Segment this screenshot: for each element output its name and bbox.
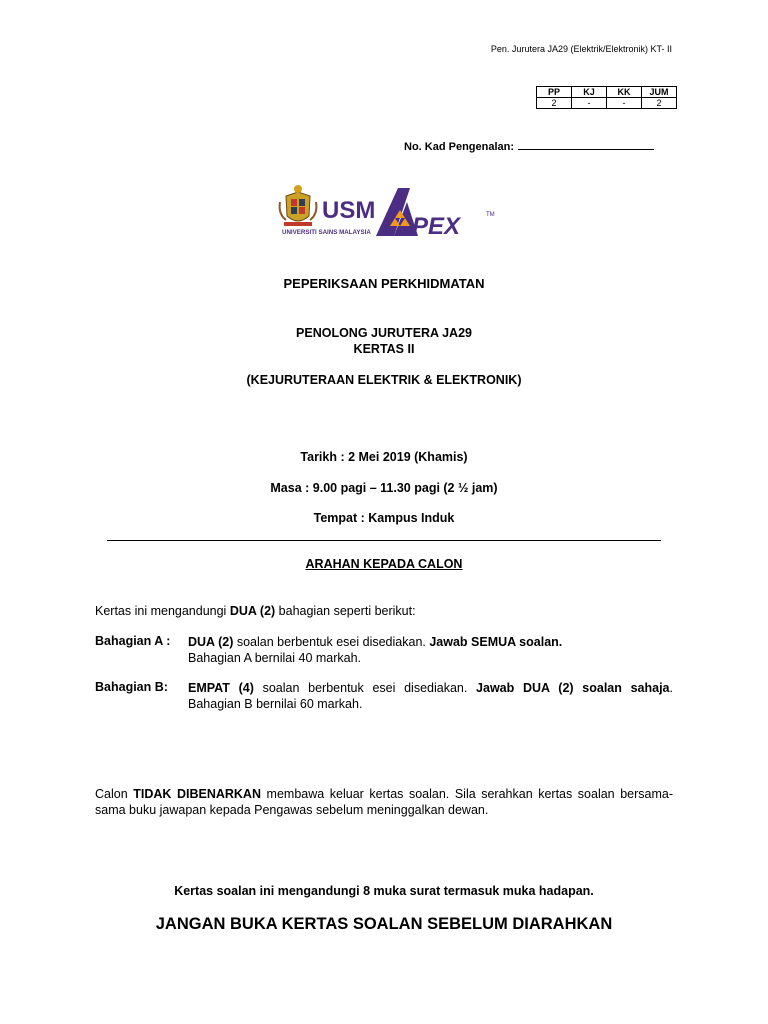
score-value-pp: 2 <box>537 98 572 109</box>
post-title: PENOLONG JURUTERA JA29 <box>296 326 472 340</box>
notice-paragraph: Calon TIDAK DIBENARKAN membawa keluar kertas soalan. Sila serahkan kertas soalan bersama-sama buku jawapan kepada Pengawas sebelum meninggalkan dewan. <box>95 787 673 817</box>
header-code: Pen. Jurutera JA29 (Elektrik/Elektronik) KT- II <box>490 44 672 54</box>
paper-title: KERTAS II <box>353 342 415 356</box>
logo-svg <box>276 182 496 240</box>
divider <box>107 540 661 541</box>
score-header-pp: PP <box>537 87 572 98</box>
exam-venue: Tempat : Kampus Induk <box>313 511 455 525</box>
score-header-kk: KK <box>607 87 642 98</box>
exam-title: PEPERIKSAAN PERKHIDMATAN <box>283 276 485 291</box>
usm-crest-icon <box>280 185 317 226</box>
score-header-jum: JUM <box>642 87 677 98</box>
score-value-kj: - <box>572 98 607 109</box>
usm-wordmark: USM <box>322 197 376 224</box>
section-a-body: DUA (2) soalan berbentuk esei disediakan. Jawab SEMUA soalan. Bahagian A bernilai 40 markah. <box>188 635 563 665</box>
field-title: (KEJURUTERAAN ELEKTRIK & ELEKTRONIK) <box>246 373 522 387</box>
usm-subtitle: UNIVERSITI SAINS MALAYSIA <box>282 229 371 236</box>
instructions-title: ARAHAN KEPADA CALON <box>305 557 463 571</box>
score-table <box>536 86 677 109</box>
ic-number-line <box>404 139 654 153</box>
section-b-label: Bahagian B: <box>95 680 168 694</box>
score-value-jum: 2 <box>642 98 677 109</box>
final-warning: JANGAN BUKA KERTAS SOALAN SEBELUM DIARAHKAN <box>155 915 613 933</box>
instructions-intro: Kertas ini mengandungi DUA (2) bahagian seperti berikut: <box>95 604 416 618</box>
apex-wordmark: PEX <box>412 213 461 240</box>
exam-time: Masa : 9.00 pagi – 11.30 pagi (2 ½ jam) <box>270 481 498 495</box>
apex-trademark: TM <box>486 212 495 218</box>
ic-blank-field <box>518 139 654 150</box>
section-b-body: EMPAT (4) soalan berbentuk esei disediakan. Jawab DUA (2) soalan sahaja. Bahagian B bernilai 60 markah. <box>188 681 673 711</box>
section-a-label: Bahagian A : <box>95 634 171 648</box>
score-header-kj: KJ <box>572 87 607 98</box>
logos <box>276 182 496 240</box>
ic-label: No. Kad Pengenalan: <box>404 141 515 153</box>
score-value-kk: - <box>607 98 642 109</box>
page-count-note: Kertas soalan ini mengandungi 8 muka surat termasuk muka hadapan. <box>174 884 594 898</box>
exam-date: Tarikh : 2 Mei 2019 (Khamis) <box>300 450 468 464</box>
